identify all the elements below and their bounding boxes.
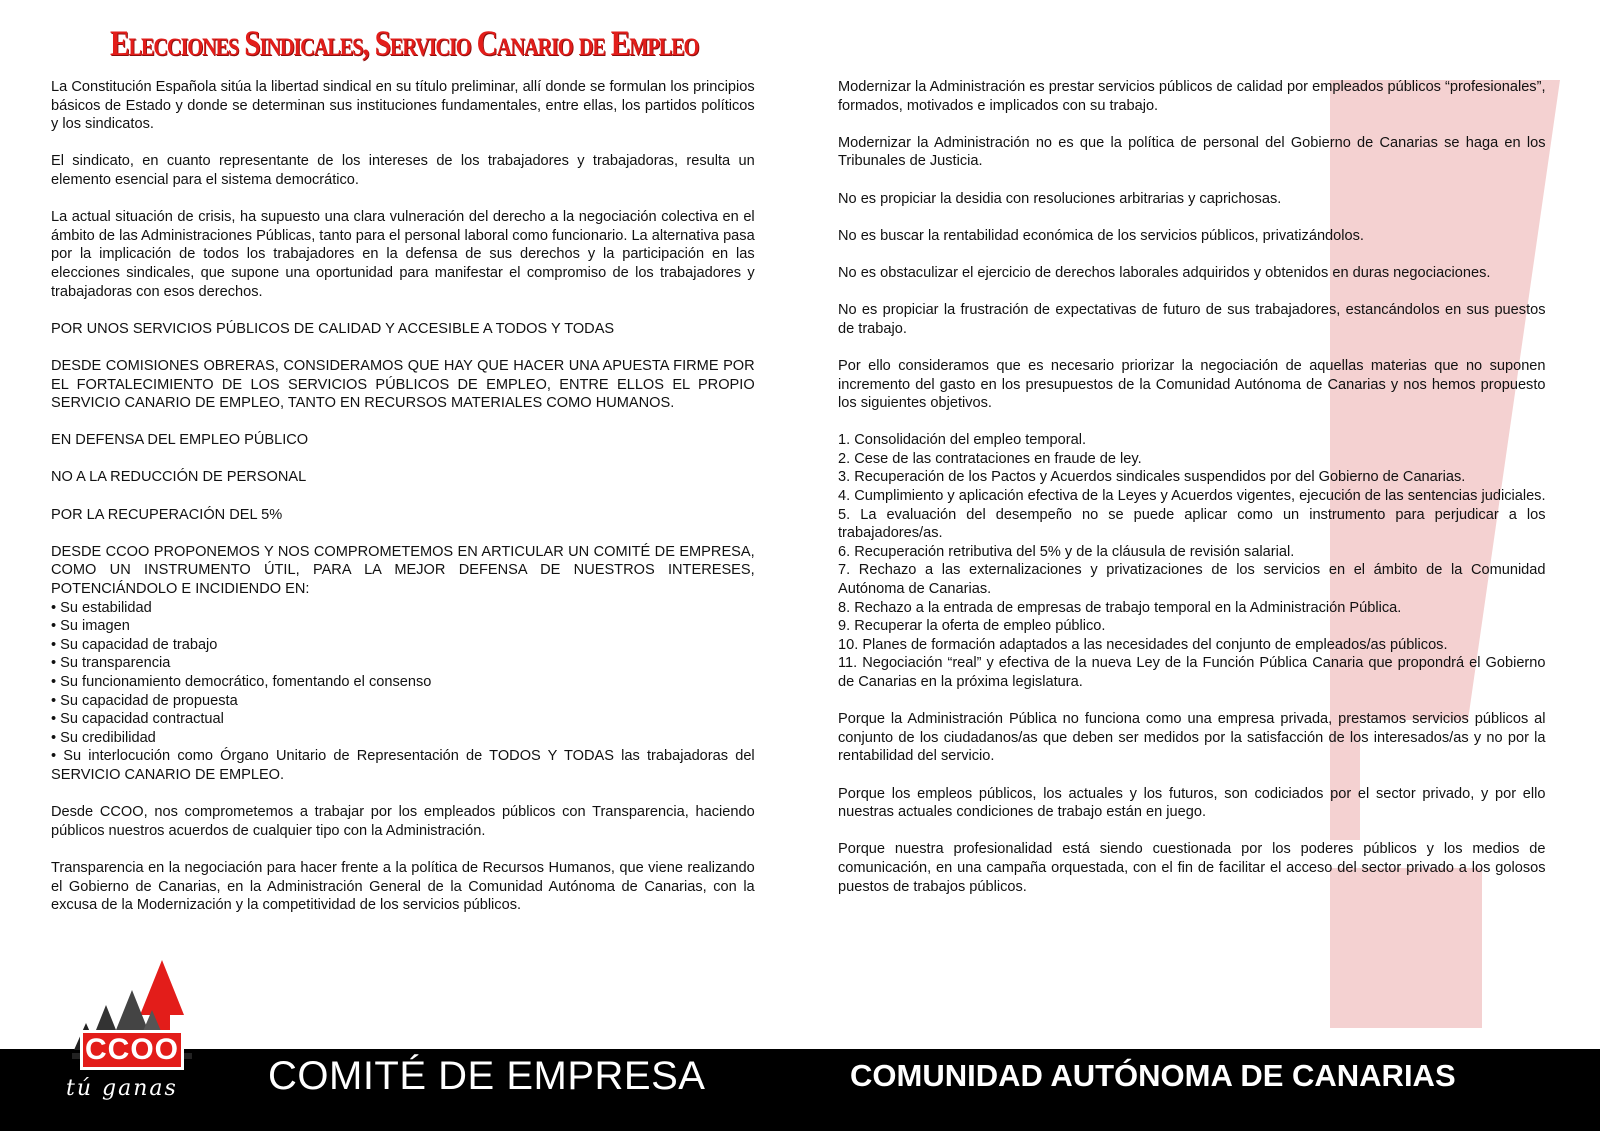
list-item: 3. Recuperación de los Pactos y Acuerdos sindicales suspendidos por del Gobierno de Canarias. (838, 468, 1466, 486)
slogan: NO A LA REDUCCIÓN DE PERSONAL (51, 468, 307, 486)
list-item: • Su capacidad de trabajo (51, 635, 218, 653)
list-item: • Su transparencia (51, 654, 171, 672)
paragraph: DESDE COMISIONES OBRERAS, CONSIDERAMOS QUE HAY QUE HACER UNA APUESTA FIRME POR EL FORTALECIMIENTO DE LOS SERVICIOS PÚBLICOS DE EMPLEO, ENTRE ELLOS EL PROPIO SERVICIO CANARIO DE EMPLEO, TANTO EN RECURSOS MATERIALES COMO HUMANOS. (51, 356, 755, 412)
paragraph: Modernizar la Administración no es que la política de personal del Gobierno de Canarias se haga en los Tribunales de Justicia. (838, 133, 1546, 170)
paragraph: DESDE CCOO PROPONEMOS Y NOS COMPROMETEMOS EN ARTICULAR UN COMITÉ DE EMPRESA, COMO UN INSTRUMENTO ÚTIL, PARA LA MEJOR DEFENSA DE NUESTROS INTERESES, POTENCIÁNDOLO E INCIDIENDO EN: (51, 542, 755, 598)
paragraph: Porque nuestra profesionalidad está siendo cuestionada por los poderes públicos y los medios de comunicación, en una campaña orquestada, con el fin de facilitar el acceso del sector privado a los golosos puestos de trabajos públicos. (838, 840, 1546, 895)
slogan: EN DEFENSA DEL EMPLEO PÚBLICO (51, 431, 309, 449)
ccoo-logo: CCOO (80, 1030, 184, 1070)
list-item: • Su estabilidad (51, 598, 152, 616)
list-item: • Su funcionamiento democrático, fomentando el consenso (51, 673, 432, 690)
left-column (51, 78, 755, 933)
list-item: • Su imagen (51, 617, 130, 635)
paragraph: Porque los empleos públicos, los actuales y los futuros, son codiciados por el sector privado, y por ello nuestras actuales condiciones de trabajo están en juego. (838, 784, 1546, 821)
paragraph: La actual situación de crisis, ha supuesto una clara vulneración del derecho a la negociación colectiva en el ámbito de las Administraciones Públicas, tanto para el personal laboral como funcionario. La alternativa pasa por la implicación de todos los trabajadores en la defensa de sus derechos y la participación en las elecciones sindicales, que supone una oportunidad para manifestar el compromiso de los trabajadores y trabajadoras con esos derechos. (51, 208, 755, 300)
list-item: 6. Recuperación retributiva del 5% y de la cláusula de revisión salarial. (838, 542, 1295, 560)
list-item: • Su capacidad contractual (51, 710, 224, 728)
paragraph: La Constitución Española sitúa la libertad sindical en su título preliminar, allí donde se formulan los principios básicos de Estado y donde se determinan sus instituciones fundamentales, entre ellas, los partidos políticos y los sindicatos. (51, 78, 755, 133)
list-item: 9. Recuperar la oferta de empleo público. (838, 617, 1106, 635)
list-item: 8. Rechazo a la entrada de empresas de trabajo temporal en la Administración Pública. (838, 598, 1402, 616)
slogan: POR LA RECUPERACIÓN DEL 5% (51, 505, 283, 523)
paragraph: Modernizar la Administración es prestar servicios públicos de calidad por empleados públicos “profesionales”, formados, motivados e implicados con su trabajo. (838, 78, 1546, 114)
paragraph: Desde CCOO, nos comprometemos a trabajar por los empleados públicos con Transparencia, haciendo públicos nuestros acuerdos de cualquier tipo con la Administración. (51, 803, 755, 839)
paragraph: No es propiciar la desidia con resoluciones arbitrarias y caprichosas. (838, 189, 1282, 207)
paragraph: Transparencia en la negociación para hacer frente a la política de Recursos Humanos, que viene realizando el Gobierno de Canarias, en la Administración General de la Comunidad Autónoma de Canarias, con la excusa de la Modernización y la competitividad de los servicios públicos. (51, 858, 755, 914)
paragraph: Por ello consideramos que es necesario priorizar la negociación de aquellas materias que no suponen incremento del gasto en los presupuestos de la Comunidad Autónoma de Canarias y nos hemos propuesto los siguientes objetivos. (838, 356, 1546, 412)
list-item: 2. Cese de las contrataciones en fraude de ley. (838, 449, 1142, 467)
page-title: Elecciones Sindicales, Servicio Canario de Empleo (110, 23, 699, 63)
footer-region-label: COMUNIDAD AUTÓNOMA DE CANARIAS (850, 1058, 1456, 1093)
logo-tagline: tú ganas (66, 1076, 178, 1101)
list-item: 1. Consolidación del empleo temporal. (838, 431, 1087, 449)
list-item: 5. La evaluación del desempeño no se puede aplicar como un instrumento para perjudicar a los trabajadores/as. (838, 505, 1546, 542)
list-item: 4. Cumplimiento y aplicación efectiva de la Leyes y Acuerdos vigentes, ejecución de las sentencias judiciales. (838, 487, 1546, 505)
paragraph: El sindicato, en cuanto representante de los intereses de los trabajadores y trabajadoras, resulta un elemento esencial para el sistema democrático. (51, 152, 755, 188)
list-item: • Su credibilidad (51, 728, 156, 746)
slogan: POR UNOS SERVICIOS PÚBLICOS DE CALIDAD Y ACCESIBLE A TODOS Y TODAS (51, 319, 615, 337)
list-item: 10. Planes de formación adaptados a las necesidades del conjunto de empleados/as públicos. (838, 635, 1448, 653)
objectives-list (838, 431, 1546, 691)
paragraph: Porque la Administración Pública no funciona como una empresa privada, prestamos servicios públicos al conjunto de los ciudadanos/as que deben ser medidos por la satisfacción de los interesados/as y no por la rentabilidad del servicio. (838, 710, 1546, 765)
footer-committee-label: COMITÉ DE EMPRESA (268, 1054, 706, 1098)
list-item: • Su interlocución como Órgano Unitario de Representación de TODOS Y TODAS las trabajadoras del SERVICIO CANARIO DE EMPLEO. (51, 747, 755, 783)
right-column (838, 78, 1546, 915)
paragraph: No es buscar la rentabilidad económica de los servicios públicos, privatizándolos. (838, 226, 1364, 244)
bullet-list (51, 599, 755, 785)
paragraph: No es obstaculizar el ejercicio de derechos laborales adquiridos y obtenidos en duras negociaciones. (838, 263, 1491, 281)
list-item: • Su capacidad de propuesta (51, 691, 238, 709)
list-item: 7. Rechazo a las externalizaciones y privatizaciones de los servicios en el ámbito de la Comunidad Autónoma de Canarias. (838, 561, 1546, 598)
list-item: 11. Negociación “real” y efectiva de la nueva Ley de la Función Pública Canaria que propondrá el Gobierno de Canarias en la próxima legislatura. (838, 654, 1546, 690)
paragraph: No es propiciar la frustración de expectativas de futuro de sus trabajadores, estancándolos en sus puestos de trabajo. (838, 301, 1546, 337)
